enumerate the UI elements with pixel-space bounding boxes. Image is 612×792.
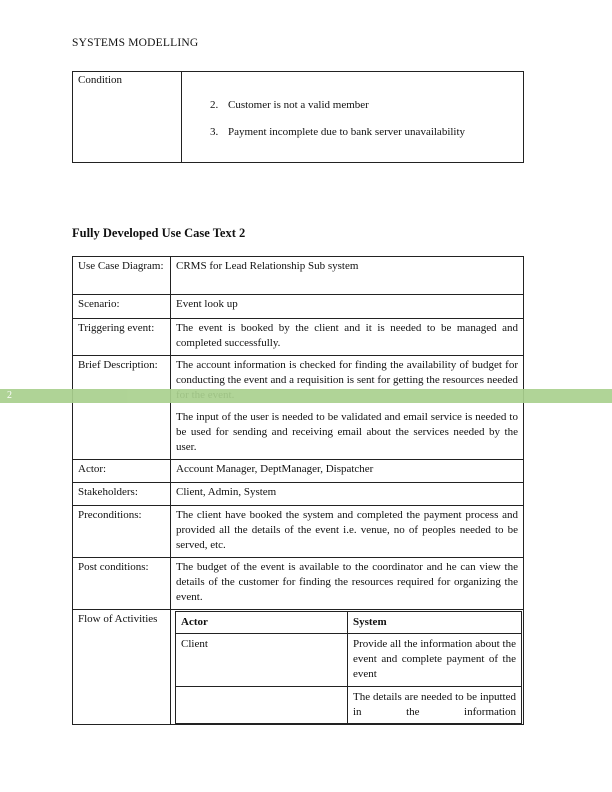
brief-label: Brief Description: xyxy=(73,356,171,460)
condition-item-num: 3. xyxy=(210,126,219,138)
page-number: 2 xyxy=(7,390,12,401)
preconditions-value: The client have booked the system and completed the payment process and provided all the details of the event i.e. venue, no of peoples needed to be served, etc. xyxy=(171,506,524,558)
flow-label: Flow of Activities xyxy=(73,610,171,725)
brief-paragraph-1: The account information is checked for finding the availability of budget for conducting the event and a requisition is sent for getting the resources needed xyxy=(176,359,518,386)
condition-item-num: 2. xyxy=(210,99,219,111)
condition-item-text: Payment incomplete due to bank server unavailability xyxy=(228,126,466,138)
brief-paragraph-2: The input of the user is needed to be validated and email service is needed to be used for sending and receiving email about the services needed by the user. xyxy=(176,411,518,453)
condition-item xyxy=(210,98,523,112)
section-title: Fully Developed Use Case Text 2 xyxy=(72,226,246,240)
condition-list-cell xyxy=(182,72,524,163)
trigger-value: The event is booked by the client and it is needed to be managed and completed successfully. xyxy=(171,319,524,356)
condition-label: Condition xyxy=(73,72,182,163)
flow-header-actor: Actor xyxy=(176,612,348,634)
postconditions-value: The budget of the event is available to the coordinator and he can view the details of the customer for finding the resources required for organizing the event. xyxy=(171,558,524,610)
scenario-label: Scenario: xyxy=(73,295,171,319)
page-break-band xyxy=(0,389,612,403)
flow-row-actor xyxy=(176,687,348,724)
actor-label: Actor: xyxy=(73,460,171,483)
brief-cell xyxy=(171,356,524,460)
condition-table xyxy=(72,71,524,163)
actor-value: Account Manager, DeptManager, Dispatcher xyxy=(171,460,524,483)
postconditions-label: Post conditions: xyxy=(73,558,171,610)
scenario-value: Event look up xyxy=(171,295,524,319)
diagram-label: Use Case Diagram: xyxy=(73,257,171,295)
running-header: SYSTEMS MODELLING xyxy=(72,37,199,49)
flow-header-system: System xyxy=(348,612,522,634)
flow-cell xyxy=(171,610,524,725)
diagram-value: CRMS for Lead Relationship Sub system xyxy=(171,257,524,295)
condition-list xyxy=(182,98,523,139)
condition-item-text: Customer is not a valid member xyxy=(228,99,369,111)
use-case-table xyxy=(72,256,524,725)
trigger-label: Triggering event: xyxy=(73,319,171,356)
flow-row-actor: Client xyxy=(176,634,348,687)
stakeholders-label: Stakeholders: xyxy=(73,483,171,506)
preconditions-label: Preconditions: xyxy=(73,506,171,558)
condition-item xyxy=(210,125,523,139)
flow-row-system: Provide all the information about the event and complete payment of the event xyxy=(348,634,522,687)
flow-table xyxy=(175,611,522,724)
stakeholders-value: Client, Admin, System xyxy=(171,483,524,506)
flow-row-system: The details are needed to be inputted in the information xyxy=(348,687,522,724)
